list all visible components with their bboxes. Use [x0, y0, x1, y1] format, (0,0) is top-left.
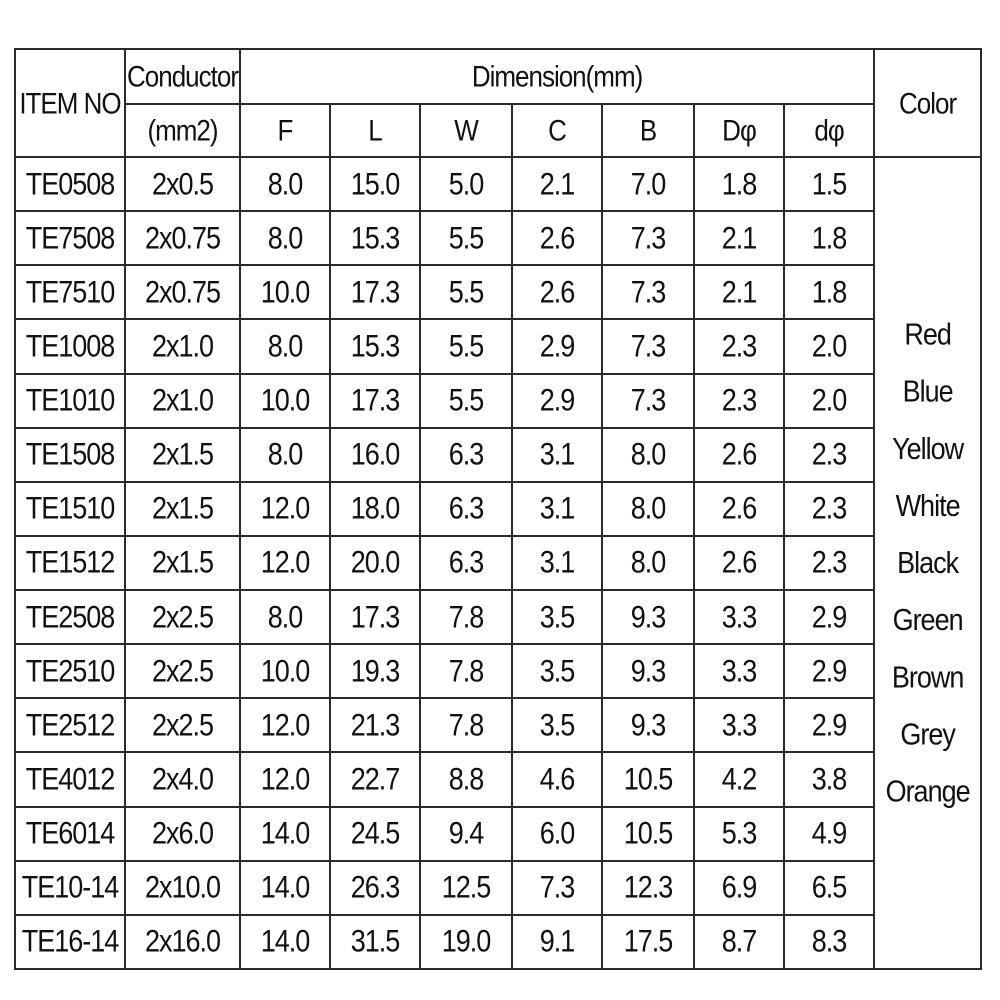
table-row — [15, 319, 981, 373]
c-cell: 2.9 — [512, 374, 602, 428]
d-inner-cell: 2.3 — [784, 482, 874, 536]
dim-header-d-outer: Dφ — [694, 104, 784, 157]
item-no-cell: TE4012 — [15, 752, 125, 806]
table-row — [15, 482, 981, 536]
item-no-cell: TE1010 — [15, 374, 125, 428]
w-cell: 7.8 — [420, 644, 512, 698]
dim-header-f: F — [240, 104, 330, 157]
w-cell: 7.8 — [420, 590, 512, 644]
l-cell: 15.3 — [330, 319, 420, 373]
l-cell: 20.0 — [330, 536, 420, 590]
w-cell: 7.8 — [420, 698, 512, 752]
d-outer-cell: 2.6 — [694, 428, 784, 482]
terminal-spec-table — [14, 48, 982, 970]
l-cell: 17.3 — [330, 590, 420, 644]
table-row — [15, 861, 981, 915]
d-inner-cell: 2.9 — [784, 644, 874, 698]
d-inner-cell: 3.8 — [784, 752, 874, 806]
conductor-cell: 2x10.0 — [125, 861, 240, 915]
b-cell: 9.3 — [602, 698, 694, 752]
w-cell: 6.3 — [420, 482, 512, 536]
f-cell: 8.0 — [240, 428, 330, 482]
d-outer-cell: 1.8 — [694, 157, 784, 211]
f-cell: 8.0 — [240, 211, 330, 265]
b-cell: 17.5 — [602, 915, 694, 969]
table-row — [15, 644, 981, 698]
w-cell: 9.4 — [420, 807, 512, 861]
d-outer-cell: 3.3 — [694, 644, 784, 698]
dim-header-b: B — [602, 104, 694, 157]
header-row-1 — [15, 49, 981, 104]
w-cell: 5.5 — [420, 319, 512, 373]
c-cell: 9.1 — [512, 915, 602, 969]
table-row — [15, 428, 981, 482]
f-cell: 8.0 — [240, 590, 330, 644]
b-cell: 7.3 — [602, 265, 694, 319]
c-cell: 4.6 — [512, 752, 602, 806]
d-inner-cell: 1.8 — [784, 211, 874, 265]
l-cell: 26.3 — [330, 861, 420, 915]
d-inner-cell: 2.3 — [784, 428, 874, 482]
conductor-cell: 2x16.0 — [125, 915, 240, 969]
table-row — [15, 590, 981, 644]
d-outer-cell: 2.3 — [694, 319, 784, 373]
d-inner-cell: 1.5 — [784, 157, 874, 211]
dim-header-c: C — [512, 104, 602, 157]
item-no-cell: TE2512 — [15, 698, 125, 752]
item-no-cell: TE7510 — [15, 265, 125, 319]
d-outer-cell: 3.3 — [694, 698, 784, 752]
b-cell: 7.3 — [602, 319, 694, 373]
table-row — [15, 211, 981, 265]
b-cell: 7.3 — [602, 211, 694, 265]
l-cell: 15.0 — [330, 157, 420, 211]
f-cell: 12.0 — [240, 482, 330, 536]
conductor-cell: 2x2.5 — [125, 698, 240, 752]
table-row — [15, 374, 981, 428]
item-no-cell: TE1008 — [15, 319, 125, 373]
conductor-cell: 2x2.5 — [125, 644, 240, 698]
table-row — [15, 698, 981, 752]
l-cell: 21.3 — [330, 698, 420, 752]
f-cell: 8.0 — [240, 319, 330, 373]
d-outer-cell: 5.3 — [694, 807, 784, 861]
conductor-cell: 2x1.0 — [125, 319, 240, 373]
table-row — [15, 265, 981, 319]
color-list — [886, 306, 970, 820]
item-no-cell: TE2510 — [15, 644, 125, 698]
d-inner-cell: 2.3 — [784, 536, 874, 590]
conductor-header: Conductor — [125, 49, 240, 104]
f-cell: 14.0 — [240, 807, 330, 861]
b-cell: 8.0 — [602, 536, 694, 590]
header-row-2 — [15, 104, 981, 157]
f-cell: 10.0 — [240, 265, 330, 319]
color-option: Orange — [885, 774, 970, 808]
color-options-cell — [874, 157, 981, 969]
l-cell: 16.0 — [330, 428, 420, 482]
item-no-cell: TE16-14 — [15, 915, 125, 969]
item-no-cell: TE1510 — [15, 482, 125, 536]
table-body — [15, 157, 981, 969]
w-cell: 5.5 — [420, 211, 512, 265]
table-row — [15, 157, 981, 211]
d-outer-cell: 8.7 — [694, 915, 784, 969]
l-cell: 22.7 — [330, 752, 420, 806]
l-cell: 17.3 — [330, 265, 420, 319]
b-cell: 9.3 — [602, 590, 694, 644]
c-cell: 2.6 — [512, 265, 602, 319]
l-cell: 18.0 — [330, 482, 420, 536]
color-option: Black — [897, 545, 959, 580]
d-outer-cell: 2.1 — [694, 265, 784, 319]
f-cell: 10.0 — [240, 644, 330, 698]
b-cell: 7.0 — [602, 157, 694, 211]
item-no-cell: TE6014 — [15, 807, 125, 861]
conductor-unit-header: (mm2) — [125, 104, 240, 157]
d-inner-cell: 1.8 — [784, 265, 874, 319]
dim-header-w: W — [420, 104, 512, 157]
table-row — [15, 915, 981, 969]
f-cell: 12.0 — [240, 536, 330, 590]
d-inner-cell: 4.9 — [784, 807, 874, 861]
conductor-cell: 2x1.5 — [125, 536, 240, 590]
dimension-header: Dimension(mm) — [240, 49, 874, 104]
color-option: Blue — [902, 374, 953, 408]
w-cell: 5.0 — [420, 157, 512, 211]
d-outer-cell: 4.2 — [694, 752, 784, 806]
item-no-cell: TE1508 — [15, 428, 125, 482]
item-no-cell: TE1512 — [15, 536, 125, 590]
d-inner-cell: 2.9 — [784, 590, 874, 644]
d-inner-cell: 2.0 — [784, 319, 874, 373]
w-cell: 5.5 — [420, 265, 512, 319]
item-no-header: ITEM NO — [15, 49, 125, 157]
b-cell: 8.0 — [602, 482, 694, 536]
b-cell: 7.3 — [602, 374, 694, 428]
l-cell: 15.3 — [330, 211, 420, 265]
f-cell: 8.0 — [240, 157, 330, 211]
table-row — [15, 752, 981, 806]
d-outer-cell: 6.9 — [694, 861, 784, 915]
f-cell: 14.0 — [240, 915, 330, 969]
w-cell: 5.5 — [420, 374, 512, 428]
l-cell: 19.3 — [330, 644, 420, 698]
conductor-cell: 2x6.0 — [125, 807, 240, 861]
b-cell: 8.0 — [602, 428, 694, 482]
c-cell: 3.1 — [512, 482, 602, 536]
dim-header-l: L — [330, 104, 420, 157]
c-cell: 3.5 — [512, 590, 602, 644]
l-cell: 17.3 — [330, 374, 420, 428]
conductor-cell: 2x1.5 — [125, 428, 240, 482]
conductor-cell: 2x0.75 — [125, 265, 240, 319]
color-option: Brown — [891, 659, 964, 694]
item-no-cell: TE0508 — [15, 157, 125, 211]
table-row — [15, 536, 981, 590]
b-cell: 9.3 — [602, 644, 694, 698]
w-cell: 6.3 — [420, 428, 512, 482]
dim-header-d-inner: dφ — [784, 104, 874, 157]
b-cell: 12.3 — [602, 861, 694, 915]
d-outer-cell: 3.3 — [694, 590, 784, 644]
conductor-cell: 2x4.0 — [125, 752, 240, 806]
conductor-cell: 2x1.5 — [125, 482, 240, 536]
l-cell: 24.5 — [330, 807, 420, 861]
c-cell: 2.9 — [512, 319, 602, 373]
conductor-cell: 2x1.0 — [125, 374, 240, 428]
w-cell: 6.3 — [420, 536, 512, 590]
f-cell: 12.0 — [240, 752, 330, 806]
w-cell: 12.5 — [420, 861, 512, 915]
c-cell: 3.1 — [512, 536, 602, 590]
color-option: Grey — [900, 717, 955, 751]
f-cell: 12.0 — [240, 698, 330, 752]
w-cell: 8.8 — [420, 752, 512, 806]
d-outer-cell: 2.6 — [694, 536, 784, 590]
c-cell: 3.5 — [512, 698, 602, 752]
d-inner-cell: 8.3 — [784, 915, 874, 969]
l-cell: 31.5 — [330, 915, 420, 969]
d-inner-cell: 2.0 — [784, 374, 874, 428]
conductor-cell: 2x0.75 — [125, 211, 240, 265]
d-inner-cell: 6.5 — [784, 861, 874, 915]
conductor-cell: 2x0.5 — [125, 157, 240, 211]
w-cell: 19.0 — [420, 915, 512, 969]
c-cell: 3.5 — [512, 644, 602, 698]
f-cell: 14.0 — [240, 861, 330, 915]
d-outer-cell: 2.6 — [694, 482, 784, 536]
color-option: Red — [904, 317, 951, 351]
c-cell: 3.1 — [512, 428, 602, 482]
d-outer-cell: 2.1 — [694, 211, 784, 265]
b-cell: 10.5 — [602, 752, 694, 806]
item-no-cell: TE10-14 — [15, 861, 125, 915]
color-option: Green — [892, 602, 963, 637]
f-cell: 10.0 — [240, 374, 330, 428]
c-cell: 6.0 — [512, 807, 602, 861]
b-cell: 10.5 — [602, 807, 694, 861]
c-cell: 7.3 — [512, 861, 602, 915]
color-option: White — [895, 488, 960, 523]
color-header: Color — [874, 49, 981, 157]
table-row — [15, 807, 981, 861]
d-outer-cell: 2.3 — [694, 374, 784, 428]
d-inner-cell: 2.9 — [784, 698, 874, 752]
c-cell: 2.6 — [512, 211, 602, 265]
conductor-cell: 2x2.5 — [125, 590, 240, 644]
c-cell: 2.1 — [512, 157, 602, 211]
item-no-cell: TE7508 — [15, 211, 125, 265]
item-no-cell: TE2508 — [15, 590, 125, 644]
color-option: Yellow — [892, 431, 964, 465]
